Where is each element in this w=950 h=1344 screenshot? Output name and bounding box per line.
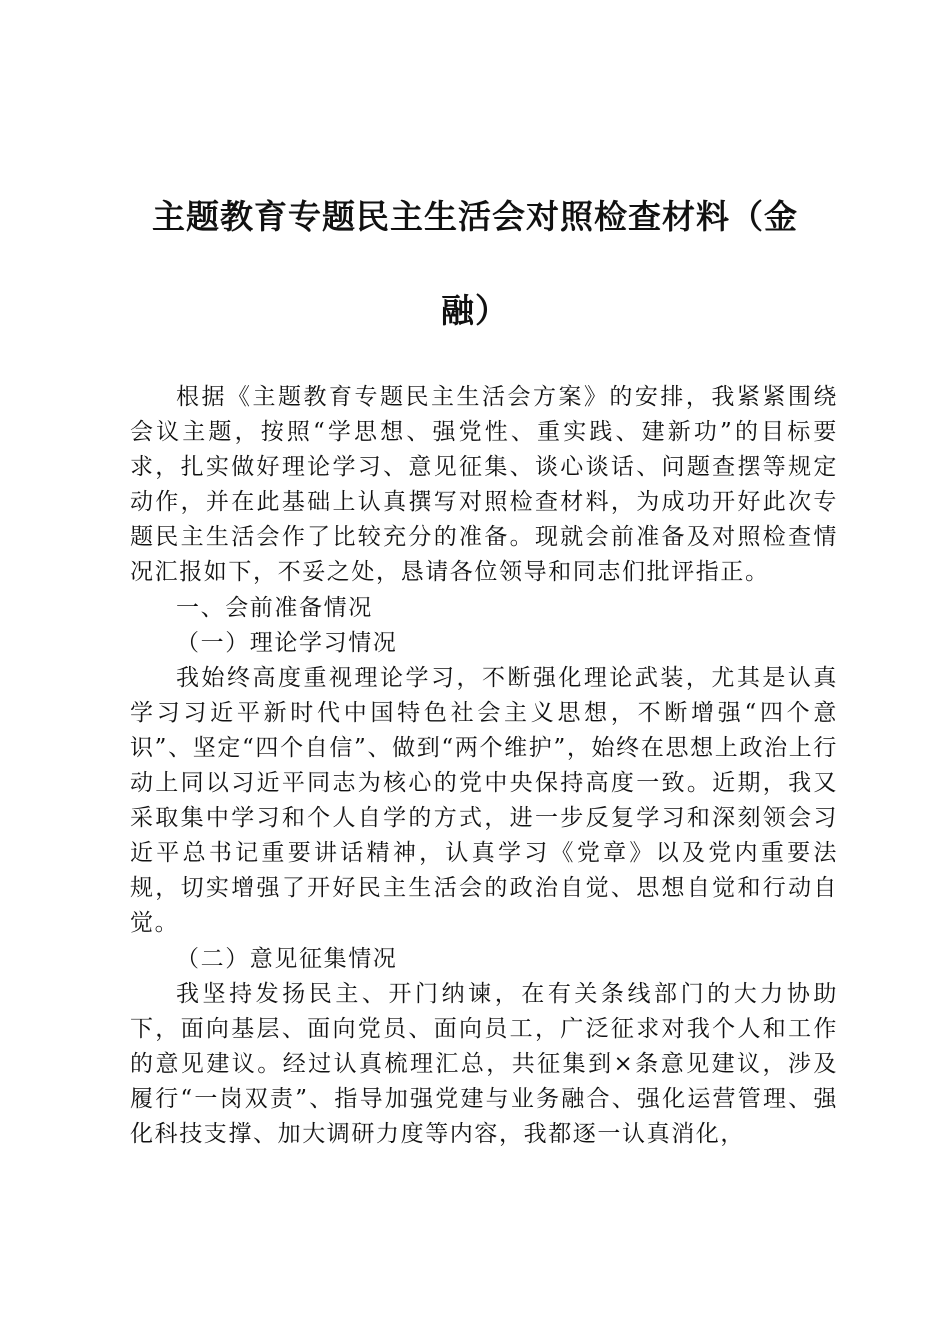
intro-paragraph: 根据《主题教育专题民主生活会方案》的安排，我紧紧围绕会议主题，按照“学思想、强党性、重实践、建新功”的目标要求，扎实做好理论学习、意见征集、谈心谈话、问题查摆等规定动作，并在此基础上认真撰写对照检查材料，为成功开好此次专题民主生活会作了比较充分的准备。现就会前准备及对照检查情况汇报如下，不妥之处，恳请各位领导和同志们批评指正。 [130, 384, 838, 586]
opinion-collection-paragraph: 我坚持发扬民主、开门纳谏，在有关条线部门的大力协助下，面向基层、面向党员、面向员工，广泛征求对我个人和工作的意见建议。经过认真梳理汇总，共征集到×条意见建议，涉及履行“一岗双责”、指导加强党建与业务融合、强化运营管理、强化科技支撑、加大调研力度等内容，我都逐一认真消化， [130, 980, 838, 1147]
section-heading-preparation: 一、会前准备情况 [176, 594, 373, 621]
subsection-heading-theory-study: （一）理论学习情况 [176, 629, 398, 656]
theory-study-paragraph: 我始终高度重视理论学习，不断强化理论武装，尤其是认真学习习近平新时代中国特色社会主义思想，不断增强“四个意识”、坚定“四个自信”、做到“两个维护”，始终在思想上政治上行动上同以习近平同志为核心的党中央保持高度一致。近期，我又采取集中学习和个人自学的方式，进一步反复学习和深刻领会习近平总书记重要讲话精神，认真学习《党章》以及党内重要法规，切实增强了开好民主生活会的政治自觉、思想自觉和行动自觉。 [130, 664, 838, 937]
subsection-heading-opinion-collection: （二）意见征集情况 [176, 945, 398, 972]
document-title-line-1: 主题教育专题民主生活会对照检查材料（金 [152, 197, 798, 236]
document-title-line-2: 融） [441, 291, 509, 330]
document-body [130, 380, 838, 1152]
